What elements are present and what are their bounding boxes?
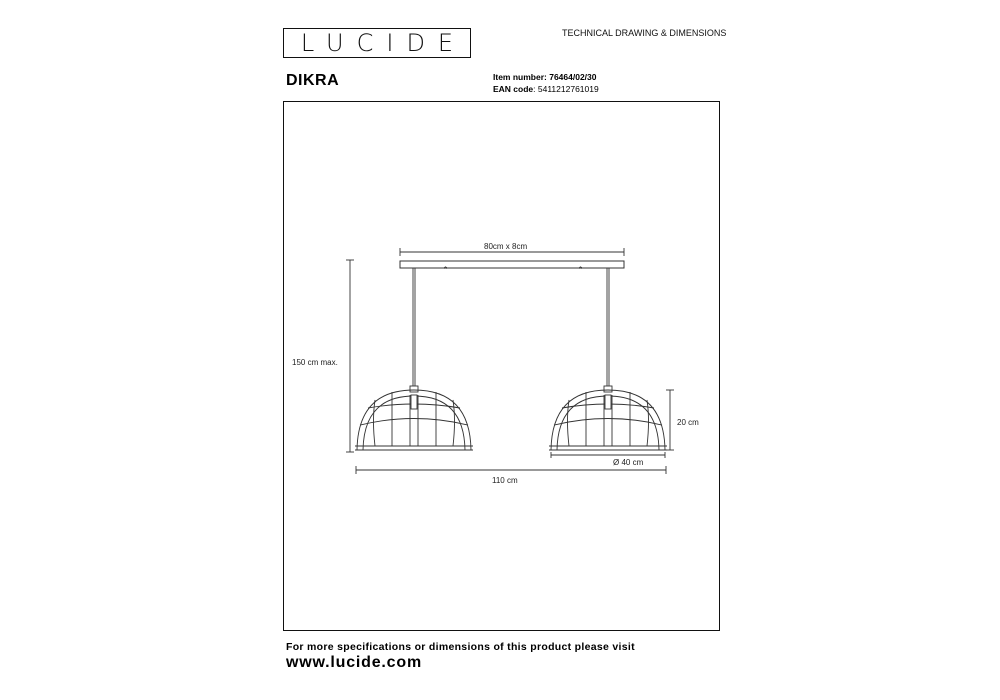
canopy-dimension-label: 80cm x 8cm xyxy=(484,242,528,251)
canopy-mount-mark-left: * xyxy=(444,265,448,274)
footer-note: For more specifications or dimensions of this product please visit xyxy=(286,641,635,653)
document-type: TECHNICAL DRAWING & DIMENSIONS xyxy=(562,28,727,38)
total-width-label: 110 cm xyxy=(492,476,518,485)
shade-height-label: 20 cm xyxy=(677,418,699,427)
canopy-mount-mark-right: * xyxy=(579,265,583,274)
item-number-label: Item number: xyxy=(493,72,547,82)
pendant-shade-right xyxy=(549,386,667,450)
brand-logo-text: LUCIDE xyxy=(300,29,467,57)
product-name: DIKRA xyxy=(286,72,340,89)
height-dimension-label: 150 cm max. xyxy=(292,358,338,367)
ceiling-canopy xyxy=(400,261,624,268)
pendant-shade-left xyxy=(355,386,473,450)
footer-url-link[interactable]: www.lucide.com xyxy=(286,654,422,671)
diameter-label: Ø 40 cm xyxy=(613,458,644,467)
ean-label: EAN code xyxy=(493,84,534,94)
ean-value: : 5411212761019 xyxy=(533,84,599,94)
item-number-value: 76464/02/30 xyxy=(549,72,597,82)
